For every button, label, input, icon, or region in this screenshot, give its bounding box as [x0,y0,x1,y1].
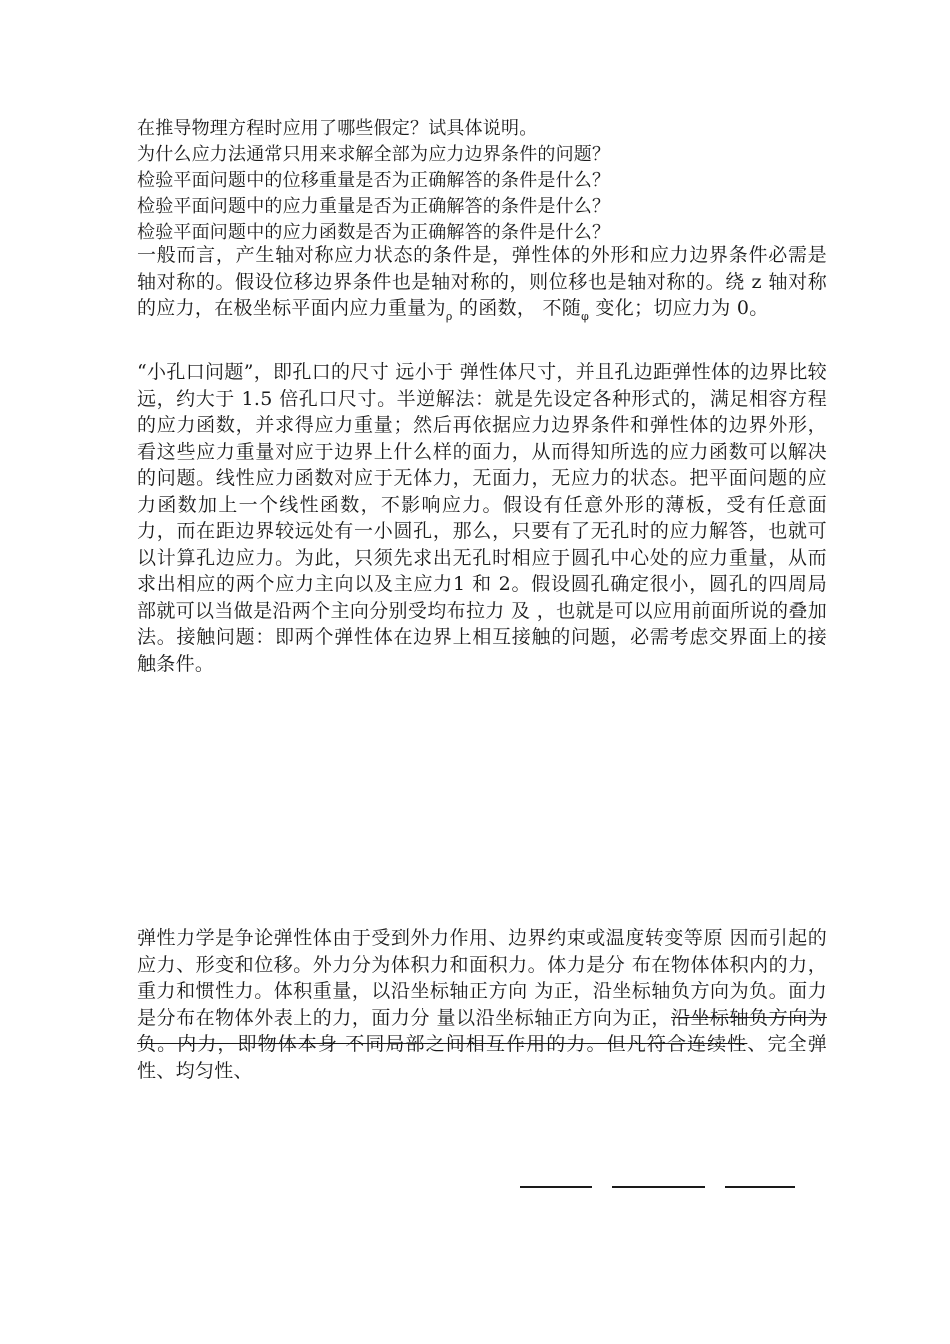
rho-symbol: ρ [445,310,453,323]
phi-symbol: φ [581,310,590,323]
axisymmetric-paragraph [137,242,827,331]
signature-line-2 [612,1186,705,1188]
question-2: 为什么应力法通常只用来求解全部为应力边界条件的问题？ [137,144,611,165]
paragraph-text: 弹性力学是争论弹性体由于受到外力作用、边界约束或温度转变等原 因而引起的应力、形变和位移。外力分为体积力和面积力。体力是分 布在物体体积内的力，重力和惯性力。体积重量，以沿坐标轴正方向 为正，沿坐标轴负方向为负。面力是分布在物体外表上的力，面力分 量以沿坐标轴正方向为正， [137,927,827,1029]
question-1: 在推导物理方程时应用了哪些假定？试具体说明。 [137,118,538,139]
struck-text: 沿坐标轴负方向为负。内力，即物体本身 不同局部之间相互作用的力。但凡符合连续性 [137,1006,827,1055]
signature-line-1 [520,1186,592,1188]
signature-line-3 [725,1186,795,1188]
elasticity-intro-paragraph [137,925,827,1084]
paragraph-text: 、完全弹性、均匀性、 [137,1033,827,1082]
question-4: 检验平面问题中的应力重量是否为正确解答的条件是什么？ [137,196,611,217]
paragraph-text: 的函数， 不随 [452,297,582,319]
question-5: 检验平面问题中的应力函数是否为正确解答的条件是什么？ [137,222,611,243]
small-hole-paragraph: “小孔口问题”，即孔口的尺寸 远小于 弹性体尺寸，并且孔边距弹性体的边界比较远，约大于 1.5 倍孔口尺寸。半逆解法：就是先设定各种形式的，满足相容方程的应力函数，并求得应力重量；然后再依据应力边界条件和弹性体的边界外形，看这些应力重量对应于边界上什么样的面力，从而得知所选的应力函数可以解决的问题。线性应力函数对应于无体力，无面力，无应力的状态。把平面问题的应力函数加上一个线性函数，不影响应力。假设有任意外形的薄板，受有任意面力，而在距边界较远处有一小圆孔，那么，只要有了无孔时的应力解答，也就可以计算孔边应力。为此，只须先求出无孔时相应于圆孔中心处的应力重量，从而求出相应的两个应力主向以及主应力1 和 2。假设圆孔确定很小，圆孔的四周局部就可以当做是沿两个主向分别受均布拉力 及 ，也就是可以应用前面所说的叠加法。接触问题：即两个弹性体在边界上相互接触的问题，必需考虑交界面上的接触条件。 [137,361,827,675]
question-3: 检验平面问题中的位移重量是否为正确解答的条件是什么？ [137,170,611,191]
paragraph-text: 变化；切应力为 0。 [589,297,769,319]
paragraph-text: 一般而言，产生轴对称应力状态的条件是，弹性体的外形和应力边界条件必需是轴对称的。假设位移边界条件也是轴对称的，则位移也是轴对称的。绕 z 轴对称的应力，在极坐标平面内应力重量为 [137,244,827,319]
